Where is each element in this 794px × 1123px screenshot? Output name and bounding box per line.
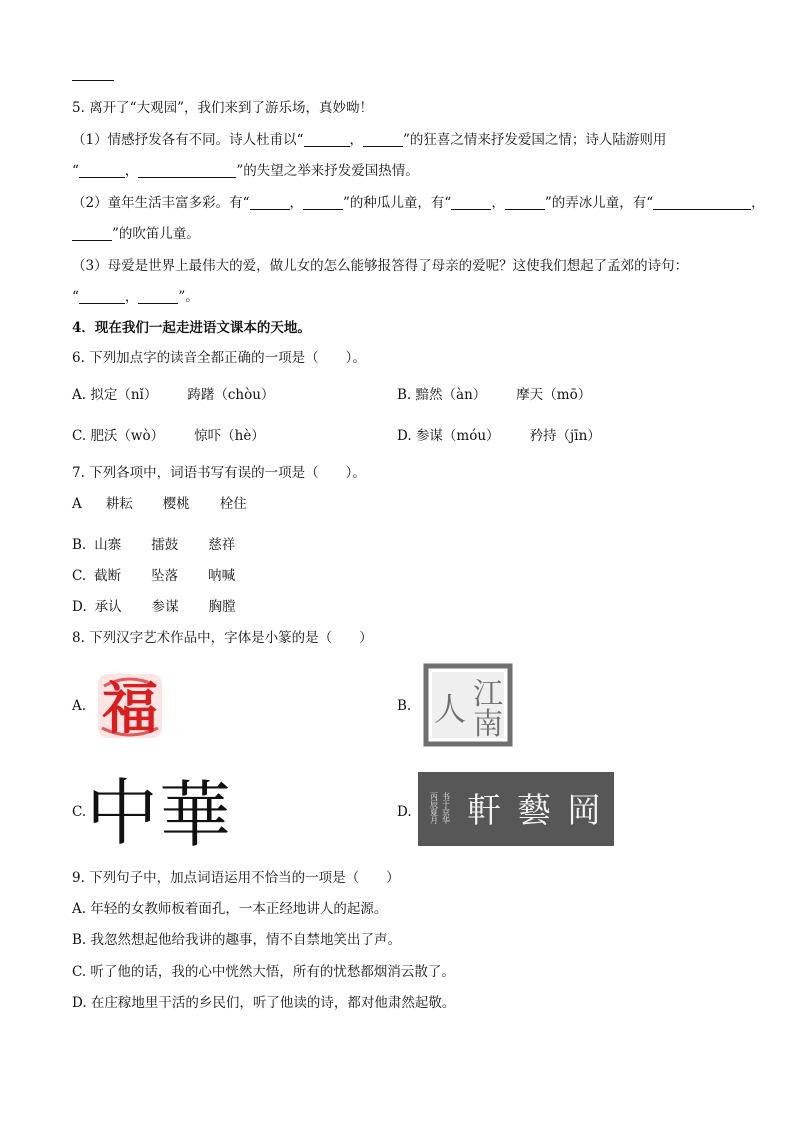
seal-glyph-3: 人 bbox=[433, 690, 467, 728]
q7-stem: 7. 下列各项中，词语书写有误的一项是（ ）。 bbox=[72, 465, 366, 481]
q5-part3-line2: “ ， ”。 bbox=[72, 289, 199, 305]
answer-blank[interactable] bbox=[653, 195, 751, 210]
answer-blank[interactable] bbox=[72, 226, 112, 241]
q5-title: 5. 离开了“大观园”，我们来到了游乐场，真妙呦！ bbox=[72, 100, 373, 116]
plaque-glyph-2: 藝 bbox=[517, 791, 551, 831]
q5-part2-line2: ”的吹笛儿童。 bbox=[72, 224, 200, 244]
q8-option-b-label[interactable]: B. bbox=[397, 698, 412, 714]
plaque-inscription-1: 丙辰夏月 bbox=[429, 792, 439, 824]
fu-glyph: 福 bbox=[102, 676, 158, 740]
answer-blank[interactable] bbox=[79, 163, 125, 178]
q9-option-b[interactable]: B. 我忽然想起他给我讲的趣事，情不自禁地笑出了声。 bbox=[72, 932, 402, 948]
q8-option-a-label[interactable]: A. bbox=[72, 698, 87, 714]
plaque-glyph-1: 軒 bbox=[467, 791, 501, 831]
answer-blank[interactable] bbox=[303, 195, 343, 210]
q7-option-c[interactable]: C. 截断 坠落 呐喊 bbox=[72, 568, 236, 584]
q8-option-d-label[interactable]: D. bbox=[397, 804, 412, 820]
answer-blank[interactable] bbox=[451, 195, 491, 210]
q7-option-d[interactable]: D. 承认 参谋 胸膛 bbox=[72, 599, 236, 615]
q8-stem: 8. 下列汉字艺术作品中，字体是小篆的是（ ） bbox=[72, 630, 373, 646]
plaque-glyph-3: 岡 bbox=[567, 791, 601, 831]
seal-stamp-image[interactable] bbox=[422, 662, 514, 748]
q5-part1-line1: （1）情感抒发各有不同。诗人杜甫以“ ， ”的狂喜之情来抒发爱国之情；诗人陆游则用 bbox=[72, 132, 667, 148]
q9-option-a[interactable]: A. 年轻的女教师板着面孔，一本正经地讲人的起源。 bbox=[72, 901, 388, 917]
q7-option-b[interactable]: B. 山寨 擂鼓 慈祥 bbox=[72, 537, 236, 553]
q9-option-d[interactable]: D. 在庄稼地里干活的乡民们，听了他读的诗，都对他肃然起敬。 bbox=[72, 995, 456, 1011]
red-paper-cut-fu-image[interactable] bbox=[94, 672, 166, 740]
seal-glyph-2: 南 bbox=[473, 707, 503, 742]
plaque-inscription-2: 书于京华 bbox=[441, 792, 451, 824]
calligraphy-plaque-image[interactable] bbox=[418, 772, 614, 846]
q5-part3-line1: （3）母爱是世界上最伟大的爱，做儿女的怎么能够报答得了母亲的爱呢？这使我们想起了孟郊的诗句： bbox=[72, 258, 689, 274]
q5-part1-line2: “ ， ”的失望之举来抒发爱国热情。 bbox=[72, 163, 419, 179]
q9-stem: 9. 下列句子中，加点词语运用不恰当的一项是（ ） bbox=[72, 870, 400, 886]
q6-stem: 6. 下列加点字的读音全都正确的一项是（ ）。 bbox=[72, 350, 366, 366]
answer-line-top bbox=[72, 80, 114, 81]
answer-blank[interactable] bbox=[505, 195, 545, 210]
answer-blank[interactable] bbox=[79, 289, 125, 304]
seal-glyph-hua: 華 bbox=[158, 773, 230, 852]
answer-blank[interactable] bbox=[138, 163, 236, 178]
q9-option-c[interactable]: C. 听了他的话，我的心中恍然大悟，所有的忧愁都烟消云散了。 bbox=[72, 964, 455, 980]
answer-blank[interactable] bbox=[304, 132, 350, 147]
q5-part2-line1: （2）童年生活丰富多彩。有“ ， ”的种瓜儿童，有“ ， ”的弄冰儿童，有“ ， bbox=[72, 195, 765, 211]
q8-option-c-label[interactable]: C. bbox=[72, 804, 87, 820]
answer-blank[interactable] bbox=[250, 195, 290, 210]
seal-glyph-zhong: 中 bbox=[90, 771, 159, 852]
seal-glyph-1: 江 bbox=[473, 677, 503, 712]
q7-option-a[interactable]: A 耕耘 樱桃 栓住 bbox=[72, 496, 247, 512]
answer-blank[interactable] bbox=[138, 289, 178, 304]
section-heading: 4．现在我们一起走进语文课本的天地。 bbox=[72, 320, 311, 336]
q6-option-d[interactable]: D. 参谋（móu） 矜持（jīn） bbox=[397, 428, 601, 444]
answer-blank[interactable] bbox=[363, 132, 403, 147]
q6-option-a[interactable]: A. 拟定（nǐ） 踌躇（chòu） bbox=[72, 387, 275, 403]
q6-option-b[interactable]: B. 黯然（àn） 摩天（mō） bbox=[397, 387, 592, 403]
seal-script-zhonghua-image[interactable] bbox=[90, 768, 230, 852]
q6-option-c[interactable]: C. 肥沃（wò） 惊吓（hè） bbox=[72, 428, 265, 444]
